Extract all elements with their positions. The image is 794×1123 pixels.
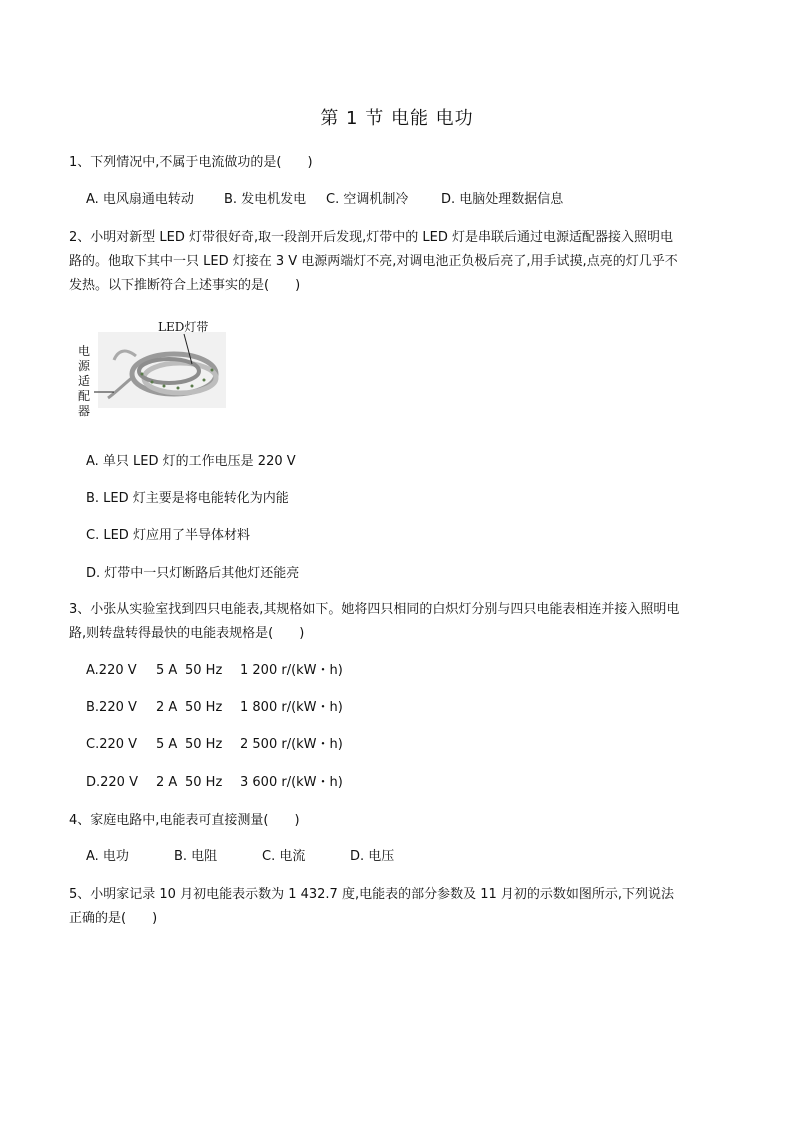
q1-options	[86, 190, 563, 210]
q3-option-current: 5 A	[156, 737, 178, 752]
q3-option-c	[86, 735, 343, 755]
q3-option-a	[86, 661, 343, 681]
q3-option-current: 5 A	[156, 663, 178, 678]
q3-option-d	[86, 773, 343, 793]
q1-option-d: D. 电脑处理数据信息	[441, 192, 564, 207]
q3-option-rate: 1 200 r/(kW・h)	[240, 663, 343, 678]
q5-stem-line2: 正确的是( )	[69, 911, 158, 926]
q3-option-label: D.220 V	[86, 775, 138, 790]
page-title: 第 1 节 电能 电功	[320, 108, 474, 129]
led-strip-illustration	[74, 316, 234, 426]
figure-label-power-adapter: 电 源 适 配 器	[77, 344, 90, 418]
q2-stem-line2: 路的。他取下其中一只 LED 灯接在 3 V 电源两端灯不亮,对调电池正负极后亮了,用手试摸,点亮的灯几乎不	[69, 254, 678, 269]
q3-stem-line1: 3、小张从实验室找到四只电能表,其规格如下。她将四只相同的白炽灯分别与四只电能表相连并接入照明电	[69, 602, 680, 617]
q5-stem-line1: 5、小明家记录 10 月初电能表示数为 1 432.7 度,电能表的部分参数及 11 月初的示数如图所示,下列说法	[69, 887, 675, 902]
q3-option-label: A.220 V	[86, 663, 137, 678]
q4-option-a: A. 电功	[86, 849, 129, 864]
q2-option-b: B. LED 灯主要是将电能转化为内能	[86, 491, 289, 506]
q2-option-d: D. 灯带中一只灯断路后其他灯还能亮	[86, 566, 300, 581]
q1-option-b: B. 发电机发电	[224, 192, 307, 207]
q4-stem: 4、家庭电路中,电能表可直接测量( )	[69, 813, 300, 828]
q3-option-rate: 3 600 r/(kW・h)	[240, 775, 343, 790]
q2-option-a: A. 单只 LED 灯的工作电压是 220 V	[86, 454, 296, 469]
q4-option-d: D. 电压	[350, 849, 395, 864]
led-strip-figure	[74, 316, 234, 426]
q3-stem-line2: 路,则转盘转得最快的电能表规格是( )	[69, 626, 305, 641]
q3-option-current: 2 A	[156, 700, 178, 715]
q2-stem-line3: 发热。以下推断符合上述事实的是( )	[69, 278, 301, 293]
figure-label-led-strip: LED灯带	[158, 320, 209, 334]
q2-stem-line1: 2、小明对新型 LED 灯带很好奇,取一段剖开后发现,灯带中的 LED 灯是串联后通过电源适配器接入照明电	[69, 230, 673, 245]
q2-option-c: C. LED 灯应用了半导体材料	[86, 528, 250, 543]
q1-option-c: C. 空调机制冷	[326, 192, 409, 207]
q4-option-c: C. 电流	[262, 849, 306, 864]
q3-option-freq: 50 Hz	[185, 775, 223, 790]
q3-option-freq: 50 Hz	[185, 737, 223, 752]
q3-option-rate: 1 800 r/(kW・h)	[240, 700, 343, 715]
q4-option-b: B. 电阻	[174, 849, 218, 864]
q3-option-label: C.220 V	[86, 737, 138, 752]
q3-option-current: 2 A	[156, 775, 178, 790]
q3-option-rate: 2 500 r/(kW・h)	[240, 737, 343, 752]
q3-option-freq: 50 Hz	[185, 700, 223, 715]
q3-option-freq: 50 Hz	[185, 663, 223, 678]
q1-stem: 1、下列情况中,不属于电流做功的是( )	[69, 155, 313, 170]
q3-option-b	[86, 698, 343, 718]
q1-option-a: A. 电风扇通电转动	[86, 192, 194, 207]
q4-options	[86, 847, 394, 867]
q3-option-label: B.220 V	[86, 700, 137, 715]
